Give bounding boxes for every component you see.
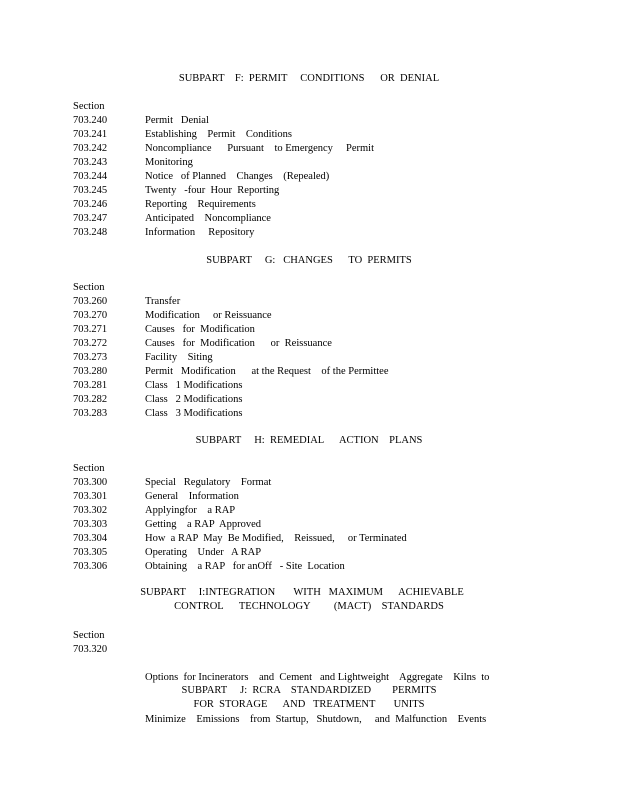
section-number: 703.270 <box>73 310 108 321</box>
section-title: Anticipated Noncompliance <box>145 213 271 224</box>
section-label: Section <box>73 630 105 641</box>
section-number: 703.245 <box>73 185 108 196</box>
section-number: 703.260 <box>73 296 108 307</box>
section-title: Special Regulatory Format <box>145 477 272 488</box>
section-number: 703.320 <box>73 644 108 655</box>
section-number: 703.301 <box>73 491 108 502</box>
section-number: 703.283 <box>73 408 108 419</box>
section-number: 703.241 <box>73 129 108 140</box>
section-title: Modification or Reissuance <box>145 310 272 321</box>
section-number: 703.242 <box>73 143 108 154</box>
subpart-g-heading: SUBPART G: CHANGES TO PERMITS <box>206 255 412 266</box>
section-number: 703.271 <box>73 324 108 335</box>
section-title: Transfer <box>145 296 181 307</box>
section-number: 703.244 <box>73 171 108 182</box>
section-title: Operating Under A RAP <box>145 547 262 558</box>
section-number: 703.246 <box>73 199 108 210</box>
section-number: 703.306 <box>73 561 108 572</box>
section-label: Section <box>73 282 105 293</box>
section-label: Section <box>73 101 105 112</box>
section-title: Notice of Planned Changes (Repealed) <box>145 171 330 182</box>
section-number: 703.282 <box>73 394 108 405</box>
section-number: 703.280 <box>73 366 108 377</box>
section-number: 703.247 <box>73 213 108 224</box>
section-number: 703.273 <box>73 352 108 363</box>
section-number: 703.243 <box>73 157 108 168</box>
section-title: Obtaining a RAP for anOff - Site Location <box>145 561 345 572</box>
section-number: 703.248 <box>73 227 108 238</box>
section-number: 703.305 <box>73 547 108 558</box>
section-title: Facility Siting <box>145 352 213 363</box>
section-title: Twenty -four Hour Reporting <box>145 185 280 196</box>
section-title: Reporting Requirements <box>145 199 256 210</box>
subpart-h-heading: SUBPART H: REMEDIAL ACTION PLANS <box>195 435 423 446</box>
section-number: 703.304 <box>73 533 108 544</box>
section-title: Applyingfor a RAP <box>145 505 236 516</box>
section-title: Getting a RAP Approved <box>145 519 261 530</box>
section-number: 703.272 <box>73 338 108 349</box>
subpart-j-heading-line1: SUBPART J: RCRA STANDARDIZED PERMITS <box>181 685 437 696</box>
section-number: 703.302 <box>73 505 108 516</box>
section-title: Information Repository <box>145 227 255 238</box>
subpart-j-heading-line2: FOR STORAGE AND TREATMENT UNITS <box>193 699 425 710</box>
section-title: Class 1 Modifications <box>145 380 243 391</box>
section-number: 703.303 <box>73 519 108 530</box>
section-title: Class 2 Modifications <box>145 394 243 405</box>
section-title-line: Minimize Emissions from Startup, Shutdown, and Malfunction Events <box>145 714 487 725</box>
section-title: General Information <box>145 491 239 502</box>
section-title: Monitoring <box>145 157 193 168</box>
section-title-line: Options for Incinerators and Cement and Lightweight Aggregate Kilns to <box>145 672 490 683</box>
section-number: 703.240 <box>73 115 108 126</box>
subpart-f-heading: SUBPART F: PERMIT CONDITIONS OR DENIAL <box>178 73 440 84</box>
section-number: 703.300 <box>73 477 108 488</box>
section-title: Permit Denial <box>145 115 209 126</box>
section-title: Noncompliance Pursuant to Emergency Permit <box>145 143 375 154</box>
section-title: Causes for Modification <box>145 324 255 335</box>
section-title: How a RAP May Be Modified, Reissued, or Terminated <box>145 533 407 544</box>
section-title: Causes for Modification or Reissuance <box>145 338 332 349</box>
subpart-i-heading-line2: CONTROL TECHNOLOGY (MACT) STANDARDS <box>174 601 444 612</box>
section-label: Section <box>73 463 105 474</box>
section-title: Class 3 Modifications <box>145 408 243 419</box>
section-title: Establishing Permit Conditions <box>145 129 293 140</box>
section-title: Permit Modification at the Request of the Permittee <box>145 366 389 377</box>
subpart-i-heading-line1: SUBPART I:INTEGRATION WITH MAXIMUM ACHIEVABLE <box>140 587 464 598</box>
section-number: 703.281 <box>73 380 108 391</box>
